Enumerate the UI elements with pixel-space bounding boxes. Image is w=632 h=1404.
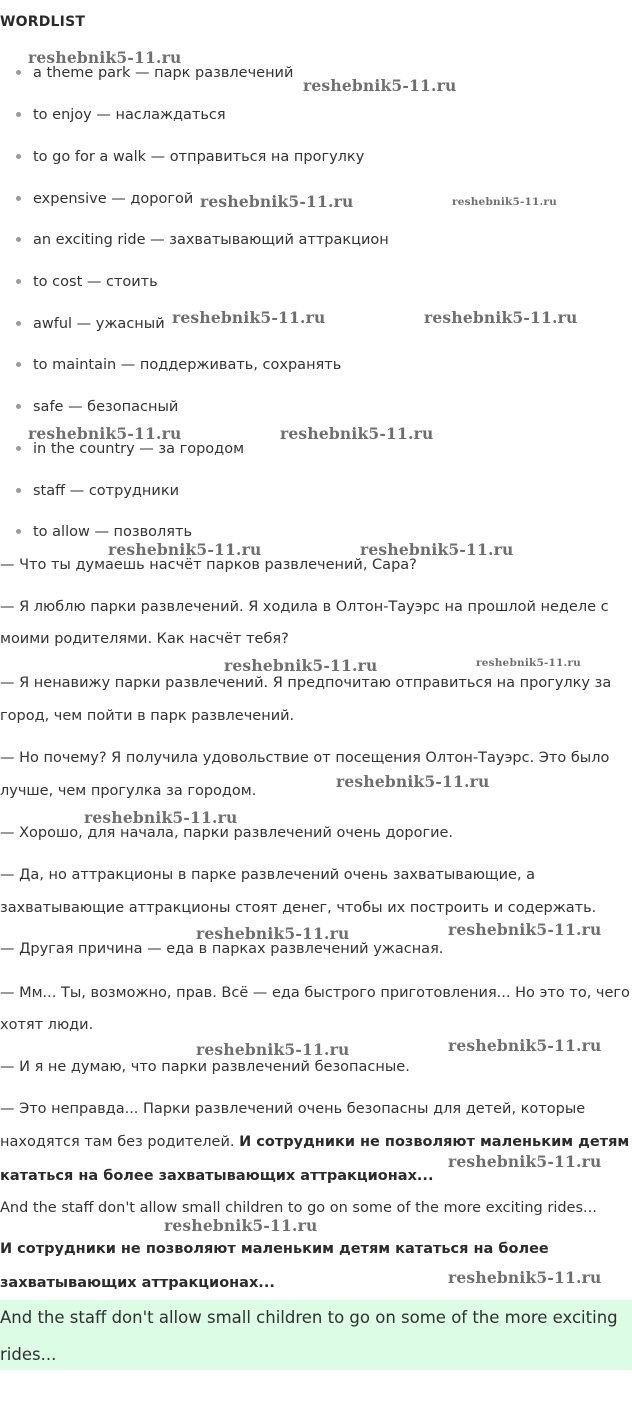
watermark: reshebnik5-11.ru — [360, 540, 514, 559]
dialogue-line: захватывающие аттракционы стоят денег, чтобы их построить и содержать. — [0, 900, 597, 916]
bullet-icon — [16, 404, 21, 409]
dialogue-line: — Да, но аттракционы в парке развлечений очень захватывающие, а — [0, 867, 536, 883]
dialogue-line: — Это неправда... Парки развлечений очень безопасны для детей, которые — [0, 1101, 586, 1117]
dialogue-line: — Но почему? Я получила удовольствие от посещения Олтон-Тауэрс. Это было — [0, 750, 610, 766]
dialogue-line: лучше, чем прогулка за городом. — [0, 783, 257, 799]
bullet-icon — [16, 362, 21, 367]
list-item: in the country — за городом — [16, 441, 244, 457]
dialogue-line: город, чем пойти в парк развлечений. — [0, 708, 295, 724]
watermark: reshebnik5-11.ru — [303, 76, 457, 95]
watermark: reshebnik5-11.ru — [336, 772, 490, 791]
wordlist-heading: WORDLIST — [0, 14, 86, 30]
watermark: reshebnik5-11.ru — [476, 657, 581, 669]
dialogue-line: — Другая причина — еда в парках развлечений ужасная. — [0, 941, 444, 957]
answer-line: rides... — [0, 1345, 57, 1364]
watermark: reshebnik5-11.ru — [200, 192, 354, 211]
list-item: expensive — дорогой — [16, 191, 193, 207]
watermark: reshebnik5-11.ru — [448, 1268, 602, 1287]
watermark: reshebnik5-11.ru — [448, 1036, 602, 1055]
bullet-icon — [16, 112, 21, 117]
list-item: safe — безопасный — [16, 399, 178, 415]
highlighted-sentence: кататься на более захватывающих аттракционах... — [0, 1168, 434, 1184]
list-item: to allow — позволять — [16, 524, 192, 540]
watermark: reshebnik5-11.ru — [280, 424, 434, 443]
watermark: reshebnik5-11.ru — [196, 924, 350, 943]
highlighted-sentence: И сотрудники не позволяют маленьким детям — [239, 1134, 630, 1150]
watermark: reshebnik5-11.ru — [108, 540, 262, 559]
list-item: to maintain — поддерживать, сохранять — [16, 357, 341, 373]
english-translation: And the staff don't allow small children to go on some of the more exciting rides... — [0, 1200, 597, 1216]
watermark: reshebnik5-11.ru — [28, 48, 182, 67]
task-sentence: захватывающих аттракционах... — [0, 1275, 275, 1291]
dialogue-line: — Что ты думаешь насчёт парков развлечений, Сара? — [0, 557, 417, 573]
dialogue-line: — Хорошо, для начала, парки развлечений очень дорогие. — [0, 825, 454, 841]
answer-line: And the staff don't allow small children to go on some of the more exciting — [0, 1308, 618, 1327]
watermark: reshebnik5-11.ru — [164, 1216, 318, 1235]
watermark: reshebnik5-11.ru — [452, 196, 557, 208]
watermark: reshebnik5-11.ru — [448, 1152, 602, 1171]
bullet-icon — [16, 529, 21, 534]
task-sentence: И сотрудники не позволяют маленьким детям кататься на более — [0, 1241, 549, 1257]
list-item: awful — ужасный — [16, 316, 165, 332]
bullet-icon — [16, 70, 21, 75]
list-item: an exciting ride — захватывающий аттракцион — [16, 232, 389, 248]
dialogue-line: моими родителями. Как насчёт тебя? — [0, 631, 289, 647]
watermark: reshebnik5-11.ru — [28, 424, 182, 443]
dialogue-line: — Мм... Ты, возможно, прав. Всё — еда быстрого приготовления... Но это то, чего — [0, 985, 630, 1001]
dialogue-line — [0, 1168, 433, 1184]
dialogue-line: — Я люблю парки развлечений. Я ходила в Олтон-Тауэрс на прошлой неделе с — [0, 599, 609, 615]
bullet-icon — [16, 321, 21, 326]
bullet-icon — [16, 488, 21, 493]
watermark: reshebnik5-11.ru — [224, 656, 378, 675]
watermark: reshebnik5-11.ru — [196, 1040, 350, 1059]
list-item: to enjoy — наслаждаться — [16, 107, 226, 123]
bullet-icon — [16, 279, 21, 284]
dialogue-line: находятся там без родителей. И сотрудники не позволяют маленьким детям — [0, 1134, 630, 1150]
watermark: reshebnik5-11.ru — [448, 920, 602, 939]
list-item: to go for a walk — отправиться на прогулку — [16, 149, 364, 165]
bullet-icon — [16, 446, 21, 451]
list-item: staff — сотрудники — [16, 483, 179, 499]
dialogue-line: хотят люди. — [0, 1017, 94, 1033]
watermark: reshebnik5-11.ru — [84, 808, 238, 827]
watermark: reshebnik5-11.ru — [424, 308, 578, 327]
bullet-icon — [16, 196, 21, 201]
dialogue-line: — Я ненавижу парки развлечений. Я предпочитаю отправиться на прогулку за — [0, 675, 612, 691]
bullet-icon — [16, 237, 21, 242]
bullet-icon — [16, 154, 21, 159]
list-item: to cost — стоить — [16, 274, 158, 290]
list-item: a theme park — парк развлечений — [16, 65, 293, 81]
watermark: reshebnik5-11.ru — [172, 308, 326, 327]
dialogue-line: — И я не думаю, что парки развлечений безопасные. — [0, 1059, 410, 1075]
